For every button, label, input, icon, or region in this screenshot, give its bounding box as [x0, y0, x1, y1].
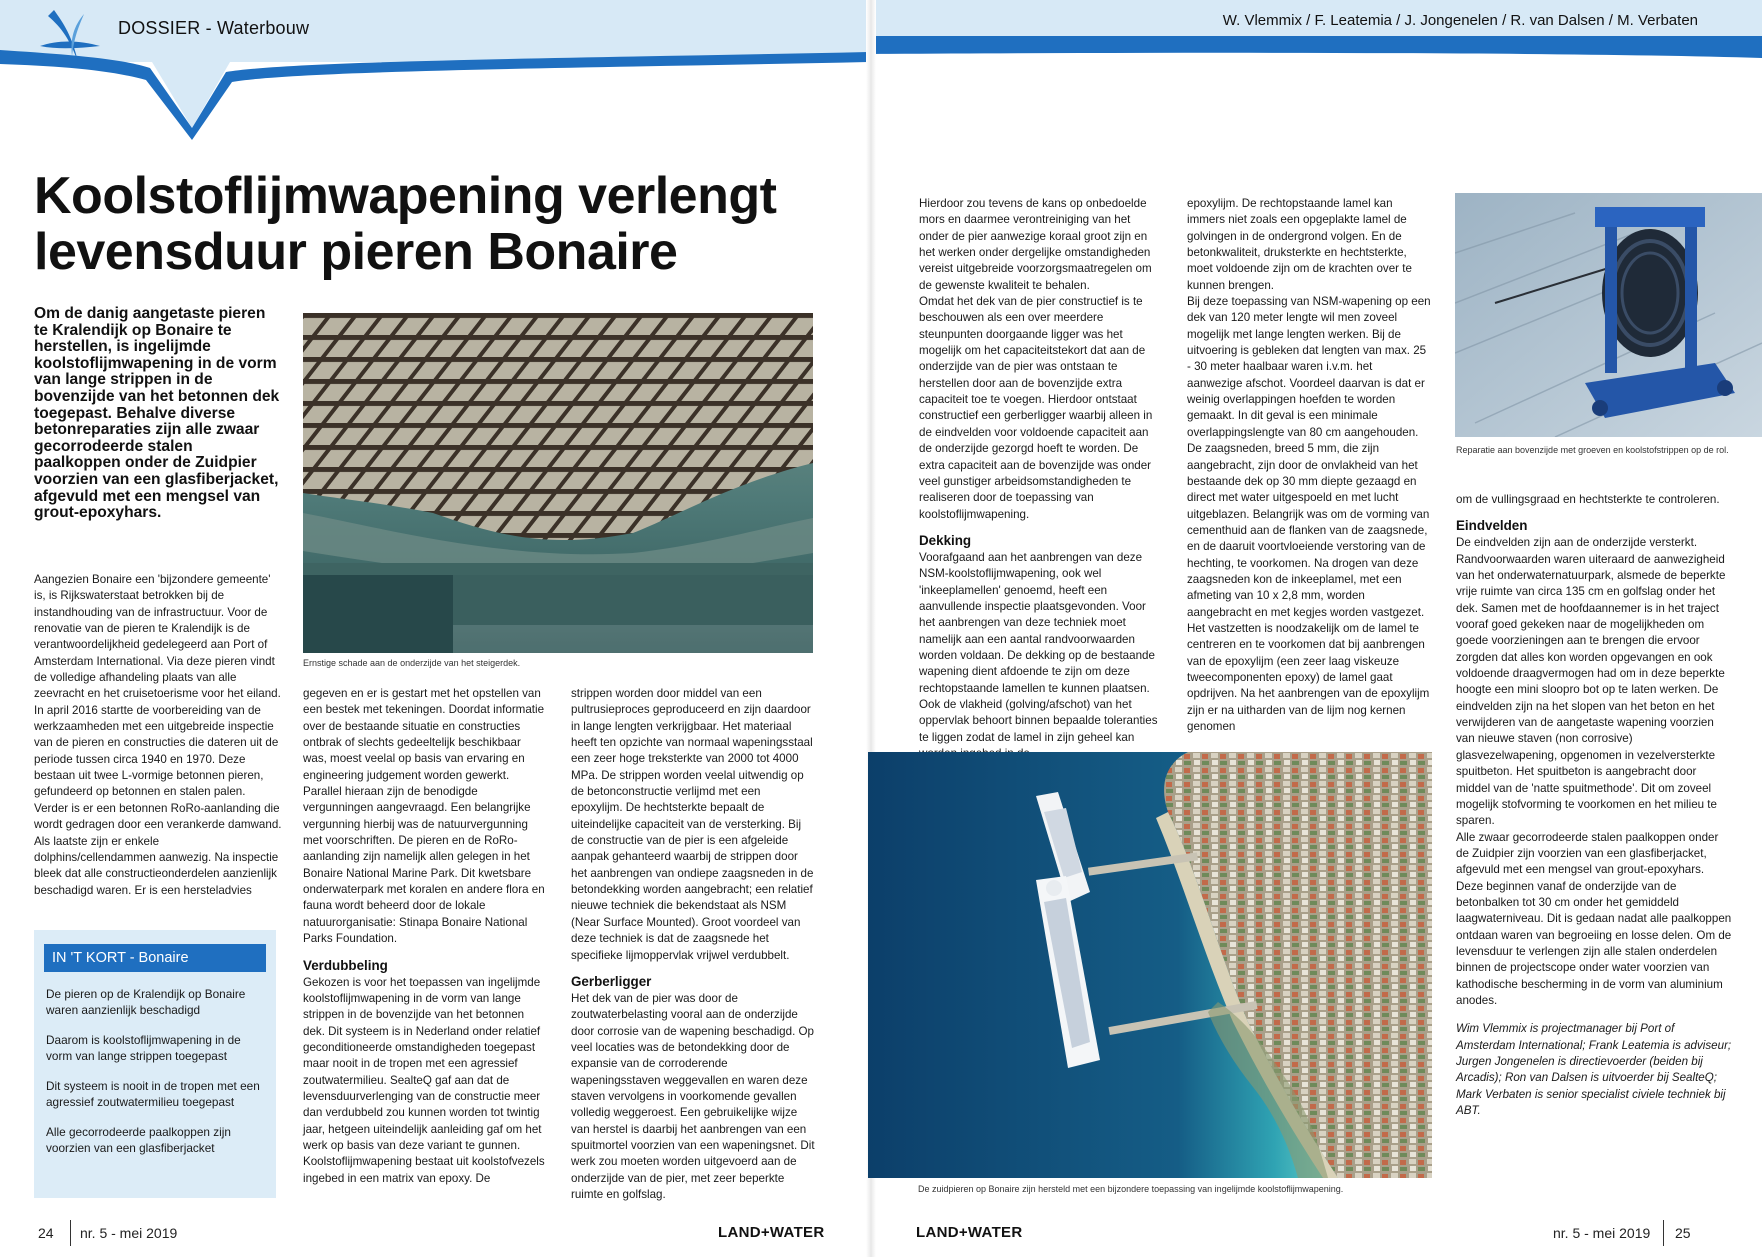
subheading: Gerberligger	[571, 973, 652, 989]
footer-divider	[70, 1220, 71, 1246]
issue-label-right: nr. 5 - mei 2019	[1553, 1225, 1651, 1241]
kort-item: Dit systeem is nooit in de tropen met een agressief zoutwatermilieu toegepast	[46, 1079, 260, 1109]
in-t-kort-box	[34, 930, 276, 1198]
paragraph: epoxylijm. De rechtopstaande lamel kan immers niet zoals een opgeplakte lamel de golvingen in de ondergrond volgen. En de betonkwaliteit, druksterkte en hechtsterkte, moet voldoende zijn om de krachten over te kunnen brengen.	[1187, 197, 1412, 292]
photo-caption: De zuidpieren op Bonaire zijn hersteld met een bijzondere toepassing van ingelijmde koolstoflijmwapening.	[918, 1184, 1344, 1194]
column-2	[303, 686, 545, 1187]
subheading: Eindvelden	[1456, 518, 1528, 534]
footer-divider	[1663, 1220, 1664, 1246]
page-number-left: 24	[38, 1225, 54, 1241]
column-5	[1187, 196, 1431, 735]
title-line-1: Koolstoflijmwapening verlengt	[34, 167, 777, 225]
paragraph: In april 2016 startte de voorbereiding van de werkzaamheden met een uitgebreide inspectie van de pieren en constructies die dateren uit de periode tussen circa 1940 en 1970. Deze bestaan uit twee L-vormige betonnen pieren, gefundeerd op betonnen en stalen palen. Verder is er een betonnen RoRo-aanlanding die wordt gedragen door een verankerde damwand. Als laatste zijn er enkele dolphins/cellendammen aanwezig. Na inspectie bleek dat alle constructieonderdelen aanzienlijk beschadigd waren. Er is een hersteladvies	[34, 703, 282, 897]
brand-logo-left: LAND+WATER	[718, 1224, 825, 1241]
authors-line: W. Vlemmix / F. Leatemia / J. Jongenelen / R. van Dalsen / M. Verbaten	[1222, 12, 1698, 29]
paragraph: Gekozen is voor het toepassen van ingelijmde koolstoflijmwapening in de vorm van lange strippen in de bovenzijde van het betonnen dek. Dit systeem is in Nederland onder relatief geconditioneerde omstandigheden toegepast maar nooit in de tropen met een agressief zoutwatermilieu. SealteQ gaf aan dat de levensduurverlenging van de constructie meer dan verdubbeld zou kunnen worden tot twintig jaar, hetgeen uiteindelijk aanleiding gaf om het werk op basis van deze variant te gunnen.	[303, 975, 542, 1152]
brand-logo-right: LAND+WATER	[916, 1224, 1023, 1241]
paragraph: Aangezien Bonaire een 'bijzondere gemeente' is, is Rijkswaterstaat betrokken bij de instandhouding van de infrastructuur. Voor de renovatie van de pieren te Kralendijk is de verantwoordelijkheid gedelegeerd aan Port of Amsterdam International. Via deze pieren vindt de volledige afhandeling plaats van alle zeevracht en het cruisetoerisme voor het eiland.	[34, 573, 281, 701]
photo-caption: Reparatie aan bovenzijde met groeven en koolstofstrippen op de rol.	[1456, 445, 1729, 455]
paragraph: Omdat het dek van de pier constructief is te beschouwen als een over meerdere steunpunten doorgaande ligger was het mogelijk om het capaciteitstekort dat aan de onderzijde van de pier was ontstaan te herstellen door aan de bovenzijde extra capaciteit toe te voegen. Hierdoor ontstaat constructief een gerberligger waarbij alleen in de eindvelden voor voldoende capaciteit aan de onderzijde gezorgd hoeft te worden. De extra capaciteit aan de bovenzijde was onder veel gunstiger arbeidsomstandigheden te realiseren door de toepassing van koolstoflijmwapening.	[919, 295, 1153, 521]
page-number-right: 25	[1675, 1225, 1691, 1241]
paragraph: Alle zwaar gecorrodeerde stalen paalkoppen onder de Zuidpier zijn voorzien van een glasfiberjacket, afgevuld met een mengsel van grout-epoxyhars. Deze beginnen vanaf de onderzijde van de betonbalken tot 30 cm onder het gemiddeld laagwaterniveau. Dit is gedaan nadat alle paalkoppen ontdaan waren van begroeiing en losse delen. Om de levensduur te verlengen zijn alle stalen onderdelen binnen de projectscope onder water voorzien van kathodische bescherming in de vorm van aluminium anodes.	[1456, 830, 1732, 1007]
column-6	[1456, 492, 1732, 1119]
title-line-2: levensduur pieren Bonaire	[34, 223, 678, 281]
kort-item: De pieren op de Kralendijk op Bonaire waren aanzienlijk beschadigd	[46, 987, 246, 1017]
kort-item: Alle gecorrodeerde paalkoppen zijn voorzien van een glasfiberjacket	[46, 1125, 231, 1155]
paragraph: om de vullingsgraad en hechtsterkte te controleren.	[1456, 493, 1720, 506]
paragraph: Voorafgaand aan het aanbrengen van deze NSM-koolstoflijmwapening, ook wel 'inkeeplamellen' genoemd, heeft een aanvullende inspectie plaatsgevonden. Voor het aanbrengen van deze techniek moet namelijk aan een aantal randvoorwaarden worden voldaan. De dekking op de bestaande wapening dient afdoende te zijn om deze rechtopstaande lamellen te kunnen plaatsen. Ook de vlakheid (golving/afschot) van het oppervlak behoort binnen bepaalde toleranties te liggen zodat de lamel in zijn geheel kan	[919, 550, 1158, 744]
author-bio: Wim Vlemmix is projectmanager bij Port of Amsterdam International; Frank Leatemia is adviseur; Jurgen Jongenelen is directievoerder (beiden bij Arcadis); Ron van Dalsen is uitvoerder bij SealteQ; Mark Verbaten is senior specialist civiele techniek bij ABT.	[1456, 1022, 1732, 1118]
carbon-reel-photo	[1455, 193, 1762, 437]
in-t-kort-heading: IN 'T KORT - Bonaire	[44, 944, 266, 972]
pier-underside-photo	[303, 313, 813, 653]
paragraph: Het dek van de pier was door de zoutwaterbelasting vooral aan de onderzijde door corrosie van de wapening beschadigd. Op veel locaties was de betondekking door de expansie van de corroderende wapeningsstaven weggevallen en waren deze staven vervolgens in voorkomende gevallen volledig weggeroest. Een gebruikelijke wijze van herstel is daarbij het aanbrengen van een spuitmortel voorzien van een wapeningsnet. Dit werk zou moeten worden uitgevoerd aan de onderzijde van de pier, met zeer beperkte ruimte en golfslag.	[571, 991, 815, 1201]
issue-label-left: nr. 5 - mei 2019	[80, 1225, 178, 1241]
subheading: Dekking	[919, 532, 972, 548]
column-1	[34, 572, 282, 899]
column-3	[571, 686, 815, 1203]
subheading: Verdubbeling	[303, 957, 388, 973]
photo-caption: Ernstige schade aan de onderzijde van het steigerdek.	[303, 658, 521, 668]
aerial-pier-photo	[868, 752, 1432, 1178]
paragraph: De zaagsneden, breed 5 mm, die zijn aangebracht, zijn door de onvlakheid van het bestaande dek op 30 mm diepte gezaagd en direct met water uitgespoeld en met lucht uitgeblazen. Belangrijk was om de vorming van cementhuid aan de flanken van de zaagsnede, en de daaruit voortvloeiende verstoring van de hechting, te voorkomen. Na drogen van deze zaagsneden kon de inkeeplamel, met een afmeting van 10 x 2,8 mm, worden aangebracht en met kegjes worden vastgezet. Het vastzetten is noodzakelijk om de lamel te centreren en te voorkomen dat bij aanbrengen van de epoxylijm (een zeer laag viskeuze tweecomponenten epoxy) de lamel gaat opdrijven. Na het aanbrengen van de epoxylijm zijn er na uitharden van de lijm nog kernen genomen	[1187, 442, 1430, 733]
paragraph: Bij deze toepassing van NSM-wapening op een dek van 120 meter lengte wil men zoveel mogelijk met lange lengten werken. Bij de uitvoering is gebleken dat lengten van max. 25 - 30 meter haalbaar waren i.v.m. het aanwezige afschot. Voordeel daarvan is dat er weinig overlappingen hoefden te worden gemaakt. In dit geval is een minimale overlappingslengte van 80 cm aangehouden.	[1187, 295, 1431, 439]
column-4	[919, 196, 1161, 762]
land-water-logo-icon	[34, 6, 106, 64]
kort-item: Daarom is koolstoflijmwapening in de vorm van lange strippen toegepast	[46, 1033, 241, 1063]
paragraph: Koolstoflijmwapening bestaat uit koolstofvezels ingebed in een matrix van epoxy. De	[303, 1155, 545, 1185]
article-title	[34, 168, 794, 280]
lead-paragraph: Om de danig aangetaste pieren te Kralendijk op Bonaire te herstellen, is ingelijmde koolstoflijmwapening in de vorm van lange strippen in de bovenzijde van het betonnen dek toegepast. Behalve diverse betonreparaties zijn alle zwaar gecorrodeerde stalen paalkoppen onder de Zuidpier voorzien van een glasfiberjacket, afgevuld met een mengsel van grout-epoxyhars.	[34, 305, 280, 522]
paragraph: Hierdoor zou tevens de kans op onbedoelde mors en daarmee verontreiniging van het onder de pier aanwezige koraal groot zijn en het werken onder dergelijke omstandigheden vereist uitgebreide voorzorgsmaatregelen om de gewenste kwaliteit te behalen.	[919, 197, 1152, 292]
section-label: DOSSIER - Waterbouw	[118, 18, 310, 38]
paragraph: De eindvelden zijn aan de onderzijde versterkt. Randvoorwaarden waren uiteraard de aanwezigheid van het onderwaternatuurpark, alsmede de beperkte vrije ruimte van circa 135 cm en golfslag onder het dek. Samen met de hoofdaannemer is in het traject vooraf goed gekeken naar de mogelijkheden om goede voorzieningen aan te brengen die ervoor zorgden dat alles kon worden opgevangen en ook voldoende draagvermogen had om in deze beperkte hoogte een mini sloopro bot op te laten werken. De eindvelden zijn na het slopen van het beton en het verwijderen van de aangetaste wapening voorzien van nieuwe staven (non corrosive) glasvezelwapening, opgenomen in vezelversterkte spuitbeton. Het spuitbeton is aangebracht door middel van de 'natte spuitmethode'. Dit om zoveel mogelijk stofvorming te voorkomen en het milieu te sparen.	[1456, 536, 1726, 828]
paragraph: gegeven en er is gestart met het opstellen van een bestek met tekeningen. Doordat informatie over de bestaande situatie en constructies ontbrak of slechts gedeeltelijk beschikbaar was, moest veelal op basis van ervaring en engineering judgement worden gewerkt. Parallel hieraan zijn de benodigde vergunningen aangevraagd. Een belangrijke vergunning hierbij was de natuurvergunning met voorschriften. De pieren en de RoRo-aanlanding zijn namelijk allen gelegen in het Bonaire National Marine Park. Dit kwetsbare onderwaterpark met koralen en andere flora en fauna wordt beheerd door de lokale natuurorganisatie: Stinapa Bonaire National Parks Foundation.	[303, 687, 545, 946]
header-band-right	[872, 0, 1762, 70]
paragraph: strippen worden door middel van een pultrusieproces geproduceerd en zijn daardoor in lange lengten verkrijgbaar. Het materiaal heeft ten opzichte van normaal wapeningsstaal een zeer hoge treksterkte van 2000 tot 4000 MPa. De strippen worden veelal uitwendig op de betonconstructie verlijmd met een epoxylijm. De hechtsterkte bepaalt de uiteindelijke capaciteit van de versterking. Bij de constructie van de pier is een afgeleide aanpak gehanteerd waarbij de strippen door het aanbrengen van ondiepe zaagsneden in de betondekking worden aangebracht; een relatief nieuwe techniek die bekendstaat als NSM (Near Surface Mounted). Groot voordeel van deze techniek is dat de zaagsnede het specifieke lijmoppervlak vrijwel verdubbelt.	[571, 687, 814, 962]
